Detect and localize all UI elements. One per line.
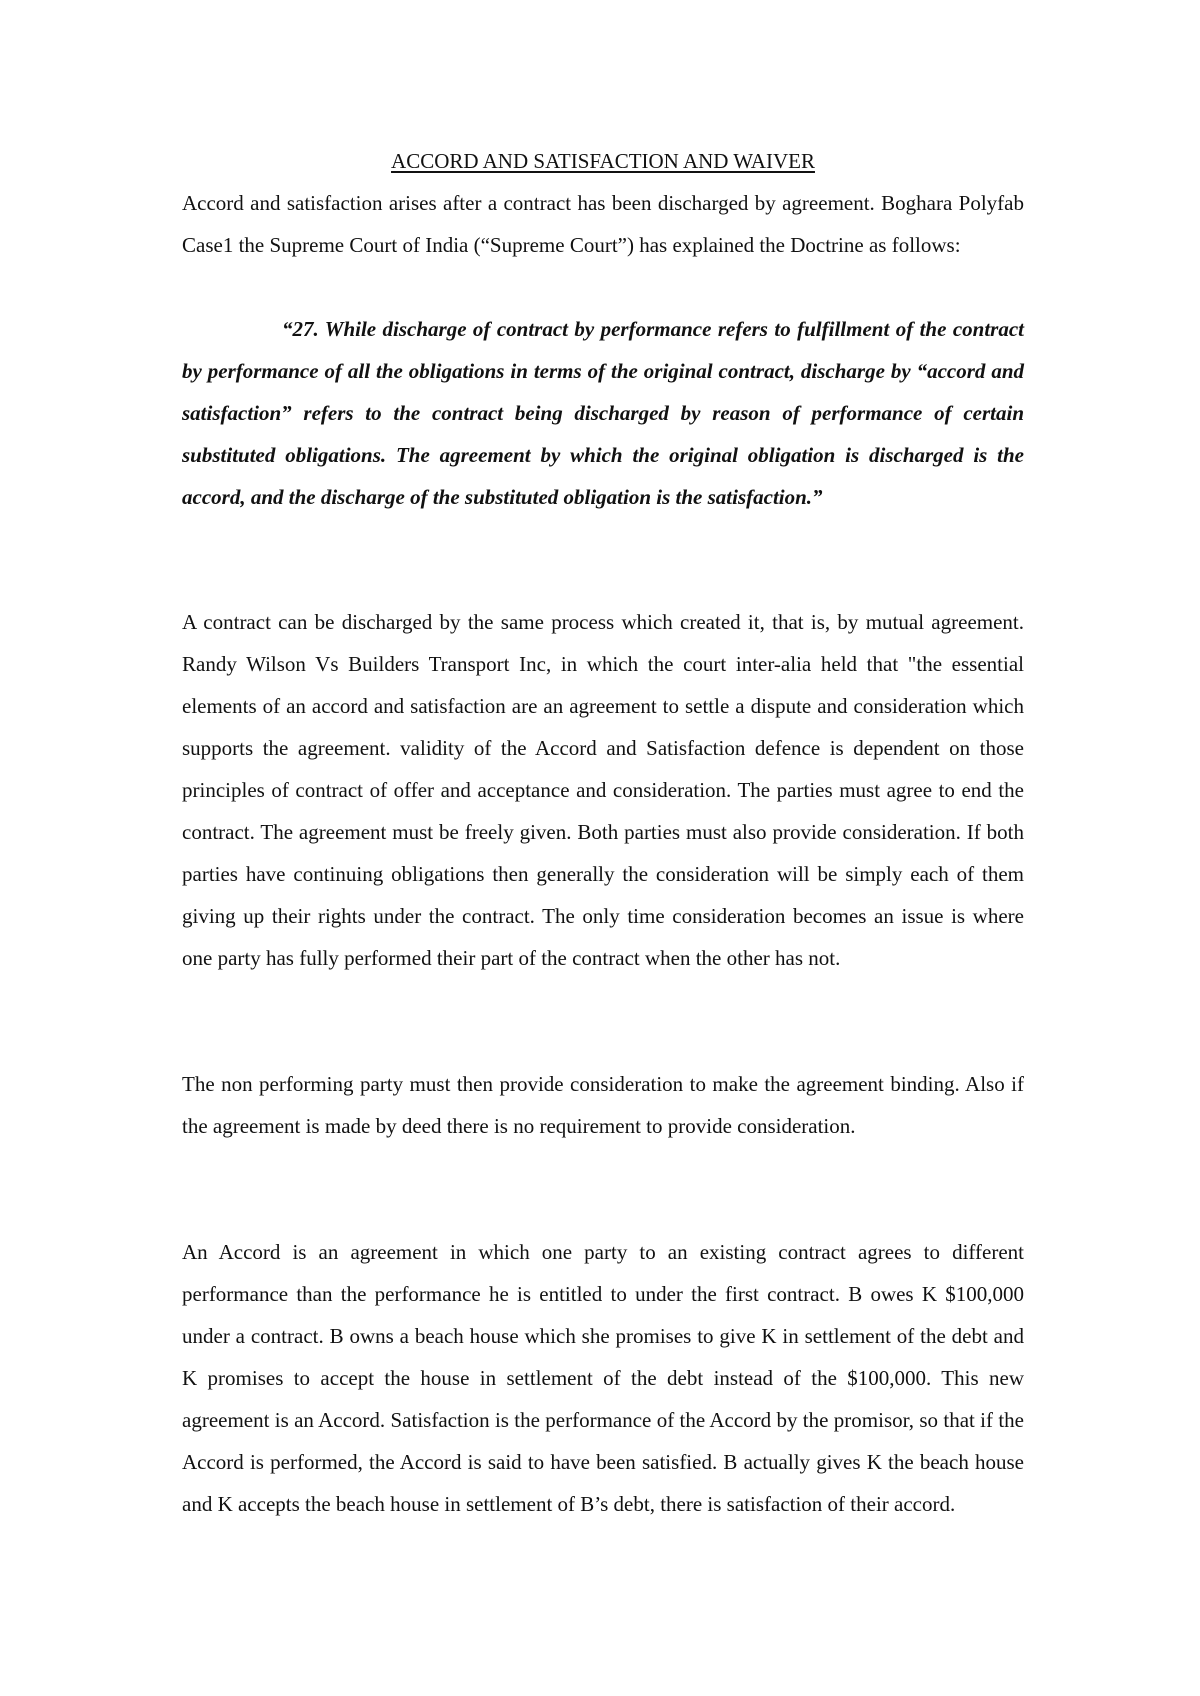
paragraph-intro-text: Accord and satisfaction arises after a contract has been discharged by agreement. Boghara Polyfab Case1 the Supreme Court of India (“Supreme Court”) has explained the Doctrine as follows: — [182, 191, 1024, 257]
paragraph-non-performing-party — [182, 1063, 1024, 1147]
paragraph-non-performing-party-text: The non performing party must then provide consideration to make the agreement binding. Also if the agreement is made by deed there is no requirement to provide consideration. — [182, 1072, 1024, 1138]
paragraph-intro — [182, 182, 1024, 266]
paragraph-accord-definition — [182, 1231, 1024, 1525]
paragraph-accord-definition-text: An Accord is an agreement in which one party to an existing contract agrees to different performance than the performance he is entitled to under the first contract. B owes K $100,000 under a contract. B owns a beach house which she promises to give K in settlement of the debt and K promises to accept the house in settlement of the debt instead of the $100,000. This new agreement is an Accord. Satisfaction is the performance of the Accord by the promisor, so that if the Accord is performed, the Accord is said to have been satisfied. B actually gives K the beach house and K accepts the beach house in settlement of B’s debt, there is satisfaction of their accord. — [182, 1240, 1024, 1516]
quoted-passage — [182, 308, 1024, 518]
document-title: ACCORD AND SATISFACTION AND WAIVER — [391, 149, 815, 173]
paragraph-mutual-agreement — [182, 601, 1024, 979]
quoted-passage-text: “27. While discharge of contract by performance refers to fulfillment of the contract by performance of all the obligations in terms of the original contract, discharge by “accord and satisfaction” refers to the contract being discharged by reason of performance of certain substituted obligations. The agreement by which the original obligation is discharged is the accord, and the discharge of the substituted obligation is the satisfaction.” — [182, 317, 1024, 509]
paragraph-mutual-agreement-text: A contract can be discharged by the same process which created it, that is, by mutual agreement. Randy Wilson Vs Builders Transport Inc, in which the court inter-alia held that "the essential elements of an accord and satisfaction are an agreement to settle a dispute and consideration which supports the agreement. validity of the Accord and Satisfaction defence is dependent on those principles of contract of offer and acceptance and consideration. The parties must agree to end the contract. The agreement must be freely given. Both parties must also provide consideration. If both parties have continuing obligations then generally the consideration will be simply each of them giving up their rights under the contract. The only time consideration becomes an issue is where one party has fully performed their part of the contract when the other has not. — [182, 610, 1024, 970]
